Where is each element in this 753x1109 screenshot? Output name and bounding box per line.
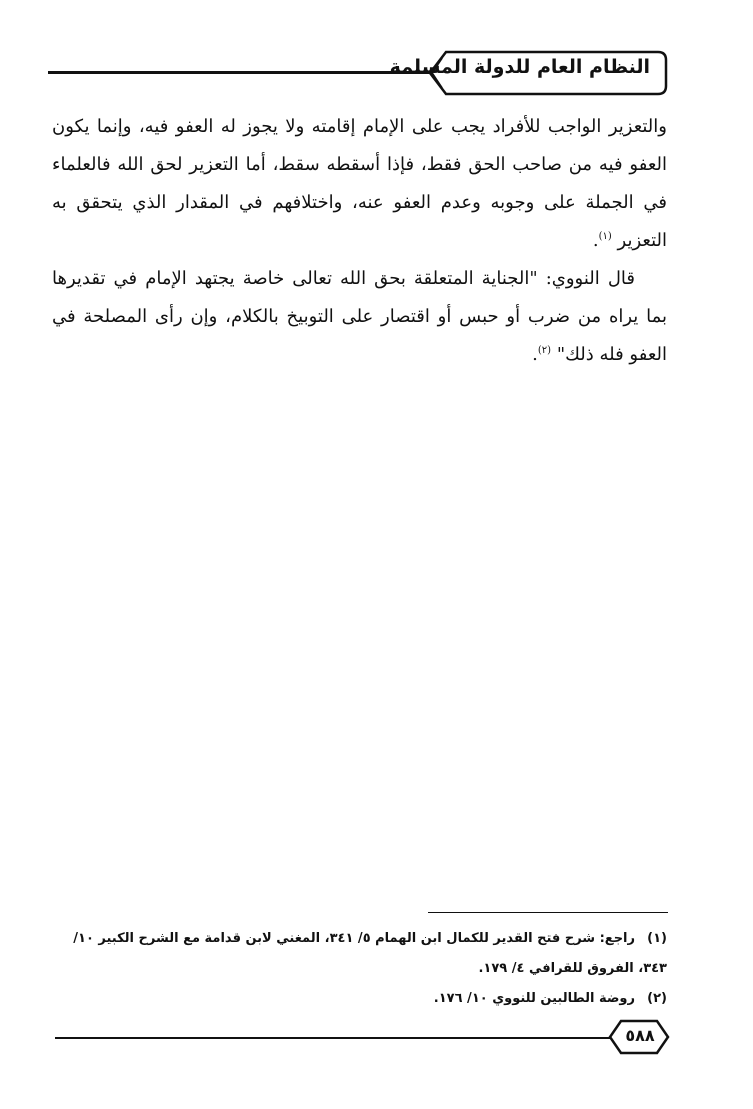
footnotes [52, 924, 667, 1014]
footnote-2-number: (٢) [647, 991, 667, 1006]
header-rule [48, 71, 448, 74]
footnote-separator [428, 912, 668, 913]
footnote-1-number: (١) [647, 931, 667, 946]
footnote-1-text: راجع: شرح فتح القدير للكمال ابن الهمام ٥/ ٣٤١، المغني لابن قدامة مع الشرح الكبير ١٠/ ٣٤٣، الفروق للقرافي ٤/ ١٧٩. [73, 931, 667, 976]
footnote-1 [52, 924, 667, 984]
paragraph-1-end: . [592, 230, 599, 251]
main-text [52, 108, 667, 374]
book-title: النظام العام للدولة المسلمة [389, 56, 650, 78]
page-footer [55, 1018, 665, 1058]
paragraph-2-text: قال النووي: "الجناية المتعلقة بحق الله تعالى خاصة يجتهد الإمام في تقديرها بما يراه من ضرب أو حبس أو اقتصار على التوبيخ بالكلام، وإن رأى المصلحة في العفو فله ذلك" [52, 268, 667, 365]
footer-rule [55, 1037, 615, 1039]
footnote-ref-1[interactable]: (١) [598, 231, 612, 242]
paragraph-2 [52, 260, 667, 374]
page-number: ٥٨٨ [625, 1026, 655, 1045]
running-header [48, 50, 668, 96]
paragraph-1-text: والتعزير الواجب للأفراد يجب على الإمام إقامته ولا يجوز له العفو فيه، وإنما يكون العفو فيه من صاحب الحق فقط، فإذا أسقطه سقط، أما التعزير لحق الله فالعلماء في الجملة على وجوبه وعدم العفو عنه، واختلافهم في المقدار الذي يتحقق به التعزير [52, 116, 667, 251]
paragraph-2-end: . [532, 344, 538, 365]
footnote-2-text: روضة الطالبين للنووي ١٠/ ١٧٦. [433, 991, 635, 1006]
paragraph-1 [52, 108, 667, 260]
footnote-2 [52, 984, 667, 1014]
footnote-ref-2[interactable]: (٢) [537, 345, 552, 356]
